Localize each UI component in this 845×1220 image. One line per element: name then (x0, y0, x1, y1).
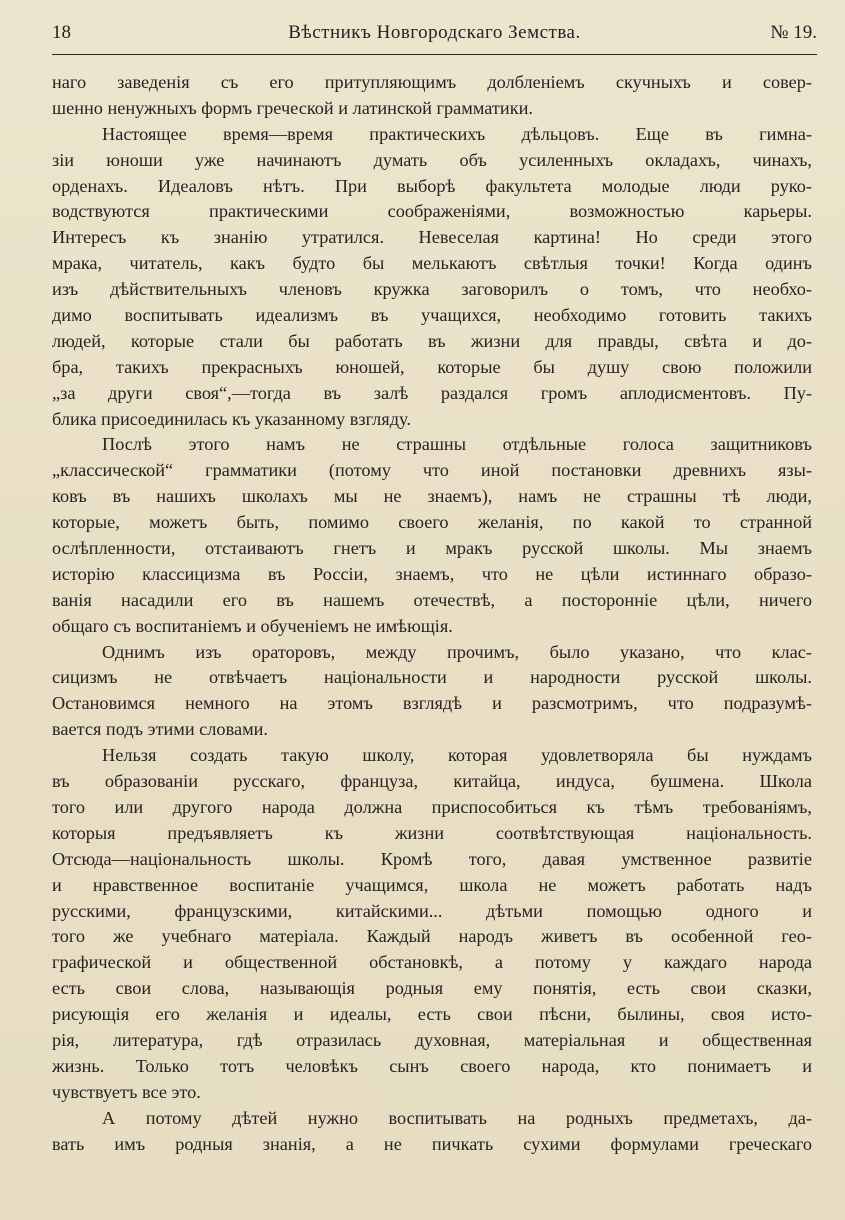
running-header (52, 22, 817, 52)
text-line: вается подъ этими словами. (52, 719, 268, 740)
text-line: Интересъ къ знанію утратился. Невеселая картина! Но среди этого (52, 227, 812, 248)
text-line: есть свои слова, называющія родныя ему понятія, есть свои сказки, (52, 978, 812, 999)
text-line: димо воспитывать идеализмъ въ учащихся, необходимо готовить такихъ (52, 305, 812, 326)
text-line: Однимъ изъ ораторовъ, между прочимъ, было указано, что клас- (102, 641, 812, 662)
header-rule (52, 54, 817, 55)
text-line: того же учебнаго матеріала. Каждый народъ живетъ въ особенной гео- (52, 926, 812, 947)
text-line: Остановимся немного на этомъ взглядѣ и разсмотримъ, что подразумѣ- (52, 693, 812, 714)
text-line: ковъ въ нашихъ школахъ мы не знаемъ), намъ не страшны тѣ люди, (52, 486, 812, 507)
text-line: ослѣпленности, отстаиваютъ гнетъ и мракъ русской школы. Мы знаемъ (52, 538, 812, 559)
text-line: наго заведенія съ его притупляющимъ долбленіемъ скучныхъ и совер- (52, 72, 812, 92)
text-line: Настоящее время—время практическихъ дѣльцовъ. Еще въ гимна- (102, 123, 812, 144)
text-line: А потому дѣтей нужно воспитывать на родныхъ предметахъ, да- (102, 1107, 812, 1128)
text-line: исторію классицизма въ Россіи, знаемъ, что не цѣли истиннаго образо- (52, 563, 812, 584)
text-line: которыя предъявляетъ къ жизни соотвѣтствующая національность. (52, 822, 812, 843)
text-line: орденахъ. Идеаловъ нѣтъ. При выборѣ факультета молодые люди руко- (52, 175, 812, 196)
text-line: русскими, французскими, китайскими... дѣтьми помощью одного и (52, 900, 812, 921)
text-line: вать имъ родныя знанія, а не пичкать сухими формулами греческаго (52, 1133, 812, 1154)
text-line: того или другого народа должна приспособиться къ тѣмъ требованіямъ, (52, 796, 812, 817)
text-line: шенно ненужныхъ формъ греческой и латинской грамматики. (52, 97, 533, 118)
text-line: изъ дѣйствительныхъ членовъ кружка заговорилъ о томъ, что необхо- (52, 279, 812, 300)
text-line: чувствуетъ все это. (52, 1081, 201, 1102)
text-line: сицизмъ не отвѣчаетъ національности и народности русской школы. (52, 667, 812, 688)
text-line: въ образованіи русскаго, француза, китайца, индуса, бушмена. Школа (52, 771, 812, 792)
text-line: Нельзя создать такую школу, которая удовлетворяла бы нуждамъ (102, 745, 812, 766)
text-line: блика присоединилась къ указанному взгляду. (52, 408, 411, 429)
text-line: „классической“ грамматики (потому что иной постановки древнихъ язы- (52, 460, 812, 481)
text-line: водствуются практическими соображеніями, возможностью карьеры. (52, 201, 812, 222)
journal-title: Вѣстникъ Новгородскаго Земства. (288, 22, 581, 43)
text-line: зіи юноши уже начинаютъ думать объ усиленныхъ окладахъ, чинахъ, (52, 149, 812, 170)
text-line: „за други своя“,—тогда въ залѣ раздался громъ аплодисментовъ. Пу- (52, 382, 812, 403)
text-line: графической и общественной обстановкѣ, а потому у каждаго народа (52, 952, 812, 973)
text-line: которые, можетъ быть, помимо своего желанія, по какой то странной (52, 512, 812, 533)
text-line: общаго съ воспитаніемъ и обученіемъ не имѣющія. (52, 615, 453, 636)
text-line: жизнь. Только тотъ человѣкъ сынъ своего народа, кто понимаетъ и (52, 1055, 812, 1076)
issue-number: № 19. (770, 22, 817, 43)
text-line: людей, которые стали бы работать въ жизни для правды, свѣта и до- (52, 330, 812, 351)
text-line: рисующія его желанія и идеалы, есть свои пѣсни, былины, своя исто- (52, 1004, 812, 1025)
page-number: 18 (52, 22, 71, 43)
text-line: и нравственное воспитаніе учащимся, школа не можетъ работать надъ (52, 874, 812, 895)
text-line: мрака, читатель, какъ будто бы мелькаютъ свѣтлыя точки! Когда одинъ (52, 253, 812, 274)
text-line: рія, литература, гдѣ отразилась духовная, матеріальная и общественная (52, 1029, 812, 1050)
text-line: бра, такихъ прекрасныхъ юношей, которые бы душу свою положили (52, 356, 812, 377)
text-line: Послѣ этого намъ не страшны отдѣльные голоса защитниковъ (102, 434, 812, 455)
body-text (52, 70, 812, 1157)
text-line: ванія насадили его въ нашемъ отечествѣ, а посторонніе цѣли, ничего (52, 589, 812, 610)
text-line: Отсюда—національность школы. Кромѣ того, давая умственное развитіе (52, 848, 812, 869)
